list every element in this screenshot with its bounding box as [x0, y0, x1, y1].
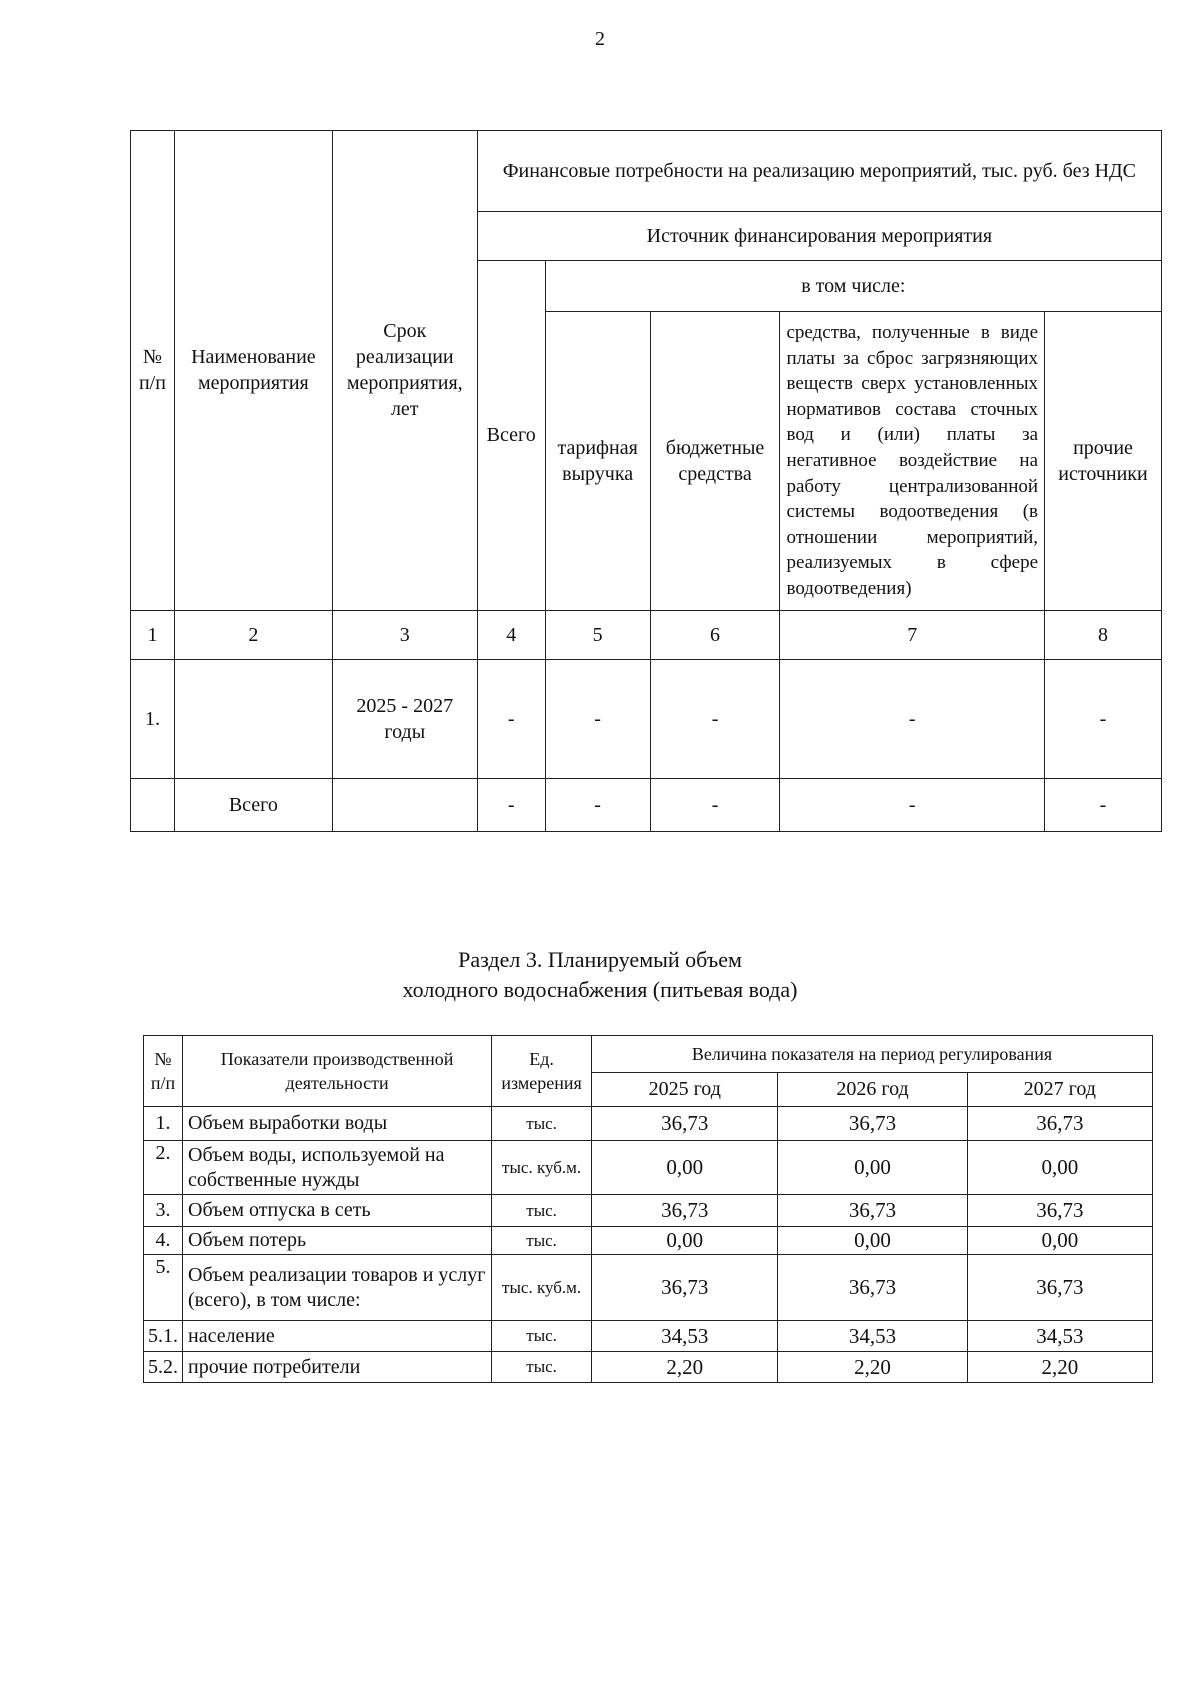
- total-other: -: [1045, 778, 1162, 831]
- t2-unit: тыс.: [492, 1107, 592, 1141]
- row-num: 1.: [131, 659, 175, 778]
- t2-value-2025: 2,20: [592, 1352, 778, 1383]
- t2-indicator: Объем воды, используемой на собственные нужды: [183, 1141, 492, 1195]
- t2-value-2027: 0,00: [967, 1227, 1152, 1255]
- table-row: [144, 1141, 1153, 1195]
- t2-unit: тыс.: [492, 1352, 592, 1383]
- t2-value-2027: 2,20: [967, 1352, 1152, 1383]
- t2-num: 4.: [144, 1227, 183, 1255]
- t2-value-2026: 2,20: [778, 1352, 967, 1383]
- col-num: 3: [332, 610, 477, 659]
- t2-indicator: Объем реализации товаров и услуг (всего), в том числе:: [183, 1255, 492, 1321]
- t2-value-2025: 36,73: [592, 1195, 778, 1227]
- t2-num: 5.2.: [144, 1352, 183, 1383]
- row-term: 2025 - 2027 годы: [332, 659, 477, 778]
- water-volume-table: [143, 1035, 1153, 1383]
- col-num: 6: [650, 610, 780, 659]
- t2-header-value: Величина показателя на период регулирования: [592, 1036, 1153, 1073]
- col-num: 4: [477, 610, 545, 659]
- table-row: [144, 1352, 1153, 1383]
- t2-indicator: Объем потерь: [183, 1227, 492, 1255]
- table-row: [144, 1321, 1153, 1352]
- t2-header-year: 2025 год: [592, 1073, 778, 1107]
- header-term: Срок реализации мероприятия, лет: [332, 131, 477, 611]
- total-tariff: -: [545, 778, 650, 831]
- row-total: -: [477, 659, 545, 778]
- financial-needs-table: [130, 130, 1162, 832]
- header-num: № п/п: [131, 131, 175, 611]
- table-row: [144, 1107, 1153, 1141]
- col-num: 5: [545, 610, 650, 659]
- t2-header-indicator: Показатели производственной деятельности: [183, 1036, 492, 1107]
- col-num: 1: [131, 610, 175, 659]
- t2-unit: тыс. куб.м.: [492, 1255, 592, 1321]
- t2-value-2027: 0,00: [967, 1141, 1152, 1195]
- table-row: [131, 659, 1162, 778]
- row-budget: -: [650, 659, 780, 778]
- t2-value-2027: 36,73: [967, 1195, 1152, 1227]
- t2-indicator: Объем отпуска в сеть: [183, 1195, 492, 1227]
- t2-value-2026: 36,73: [778, 1255, 967, 1321]
- section-title: [0, 945, 1200, 1005]
- t2-header-year: 2026 год: [778, 1073, 967, 1107]
- total-total: -: [477, 778, 545, 831]
- row-tariff: -: [545, 659, 650, 778]
- header-including: в том числе:: [545, 261, 1161, 312]
- t2-num: 3.: [144, 1195, 183, 1227]
- t2-header-year: 2027 год: [967, 1073, 1152, 1107]
- t2-value-2026: 36,73: [778, 1107, 967, 1141]
- t2-num: 1.: [144, 1107, 183, 1141]
- t2-header-unit: Ед. измерения: [492, 1036, 592, 1107]
- t2-header-num: № п/п: [144, 1036, 183, 1107]
- t2-value-2026: 0,00: [778, 1141, 967, 1195]
- header-other: прочие источники: [1045, 312, 1162, 611]
- table-row: [144, 1255, 1153, 1321]
- section-title-line2: холодного водоснабжения (питьевая вода): [402, 977, 798, 1002]
- t2-value-2026: 36,73: [778, 1195, 967, 1227]
- t2-value-2025: 36,73: [592, 1255, 778, 1321]
- header-source: Источник финансирования мероприятия: [477, 212, 1161, 261]
- t2-unit: тыс.: [492, 1227, 592, 1255]
- t2-value-2026: 0,00: [778, 1227, 967, 1255]
- t2-value-2026: 34,53: [778, 1321, 967, 1352]
- col-num: 2: [174, 610, 332, 659]
- t2-num: 5.: [144, 1255, 183, 1321]
- header-budget: бюджетные средства: [650, 312, 780, 611]
- column-numbers-row: [131, 610, 1162, 659]
- total-row: [131, 778, 1162, 831]
- t2-value-2025: 0,00: [592, 1227, 778, 1255]
- t2-value-2025: 0,00: [592, 1141, 778, 1195]
- t2-value-2025: 36,73: [592, 1107, 778, 1141]
- row-other: -: [1045, 659, 1162, 778]
- t2-value-2027: 34,53: [967, 1321, 1152, 1352]
- total-term: [332, 778, 477, 831]
- total-fees: -: [780, 778, 1045, 831]
- row-name: [174, 659, 332, 778]
- section-title-line1: Раздел 3. Планируемый объем: [458, 947, 742, 972]
- col-num: 7: [780, 610, 1045, 659]
- col-num: 8: [1045, 610, 1162, 659]
- total-budget: -: [650, 778, 780, 831]
- t2-num: 2.: [144, 1141, 183, 1195]
- table-row: [144, 1195, 1153, 1227]
- t2-value-2027: 36,73: [967, 1255, 1152, 1321]
- table-row: [144, 1227, 1153, 1255]
- header-total: Всего: [477, 261, 545, 611]
- t2-value-2025: 34,53: [592, 1321, 778, 1352]
- t2-unit: тыс. куб.м.: [492, 1141, 592, 1195]
- t2-unit: тыс.: [492, 1195, 592, 1227]
- t2-indicator: население: [183, 1321, 492, 1352]
- header-financial-needs: Финансовые потребности на реализацию мероприятий, тыс. руб. без НДС: [477, 131, 1161, 212]
- t2-indicator: прочие потребители: [183, 1352, 492, 1383]
- total-label: Всего: [174, 778, 332, 831]
- t2-unit: тыс.: [492, 1321, 592, 1352]
- header-fees: средства, полученные в виде платы за сброс загрязняющих веществ сверх установленных нормативов состава сточных вод и (или) платы за негативное воздействие на работу централизованной системы водоотведения (в отношении мероприятий, реализуемых в сфере водоотведения): [780, 312, 1045, 611]
- header-name: Наименование мероприятия: [174, 131, 332, 611]
- t2-num: 5.1.: [144, 1321, 183, 1352]
- row-fees: -: [780, 659, 1045, 778]
- header-tariff: тарифная выручка: [545, 312, 650, 611]
- page-number: 2: [595, 28, 605, 50]
- t2-indicator: Объем выработки воды: [183, 1107, 492, 1141]
- t2-value-2027: 36,73: [967, 1107, 1152, 1141]
